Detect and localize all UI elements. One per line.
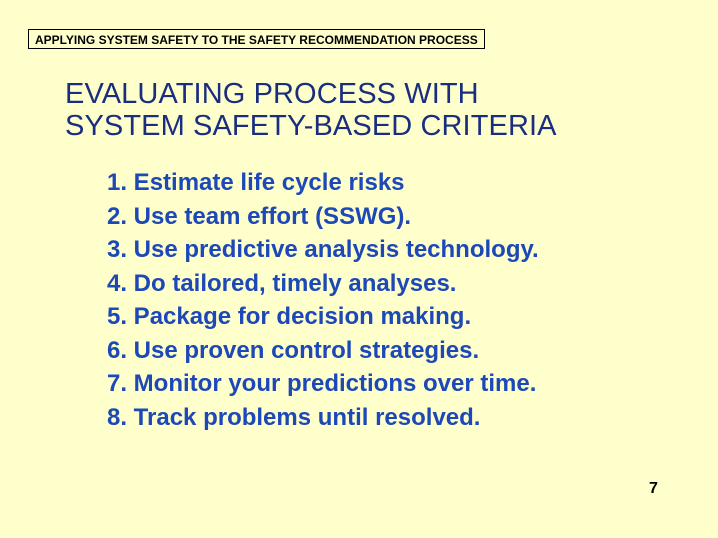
criteria-list — [107, 166, 539, 434]
criteria-item: 8. Track problems until resolved. — [107, 403, 481, 431]
criteria-item: 1. Estimate life cycle risks — [107, 169, 405, 196]
criteria-item: 7. Monitor your predictions over time. — [107, 370, 537, 397]
header-banner: APPLYING SYSTEM SAFETY TO THE SAFETY RECOMMENDATION PROCESS — [28, 29, 485, 49]
slide-title-line-1: EVALUATING PROCESS WITH — [65, 78, 479, 110]
slide-title-line-2: SYSTEM SAFETY-BASED CRITERIA — [65, 110, 557, 142]
criteria-item: 6. Use proven control strategies. — [107, 336, 480, 364]
criteria-item: 2. Use team effort (SSWG). — [107, 202, 412, 230]
criteria-item: 4. Do tailored, timely analyses. — [107, 269, 457, 297]
criteria-item: 5. Package for decision making. — [107, 303, 472, 330]
slide-title — [65, 78, 557, 142]
page-number: 7 — [649, 480, 658, 497]
criteria-item: 3. Use predictive analysis technology. — [107, 236, 539, 263]
